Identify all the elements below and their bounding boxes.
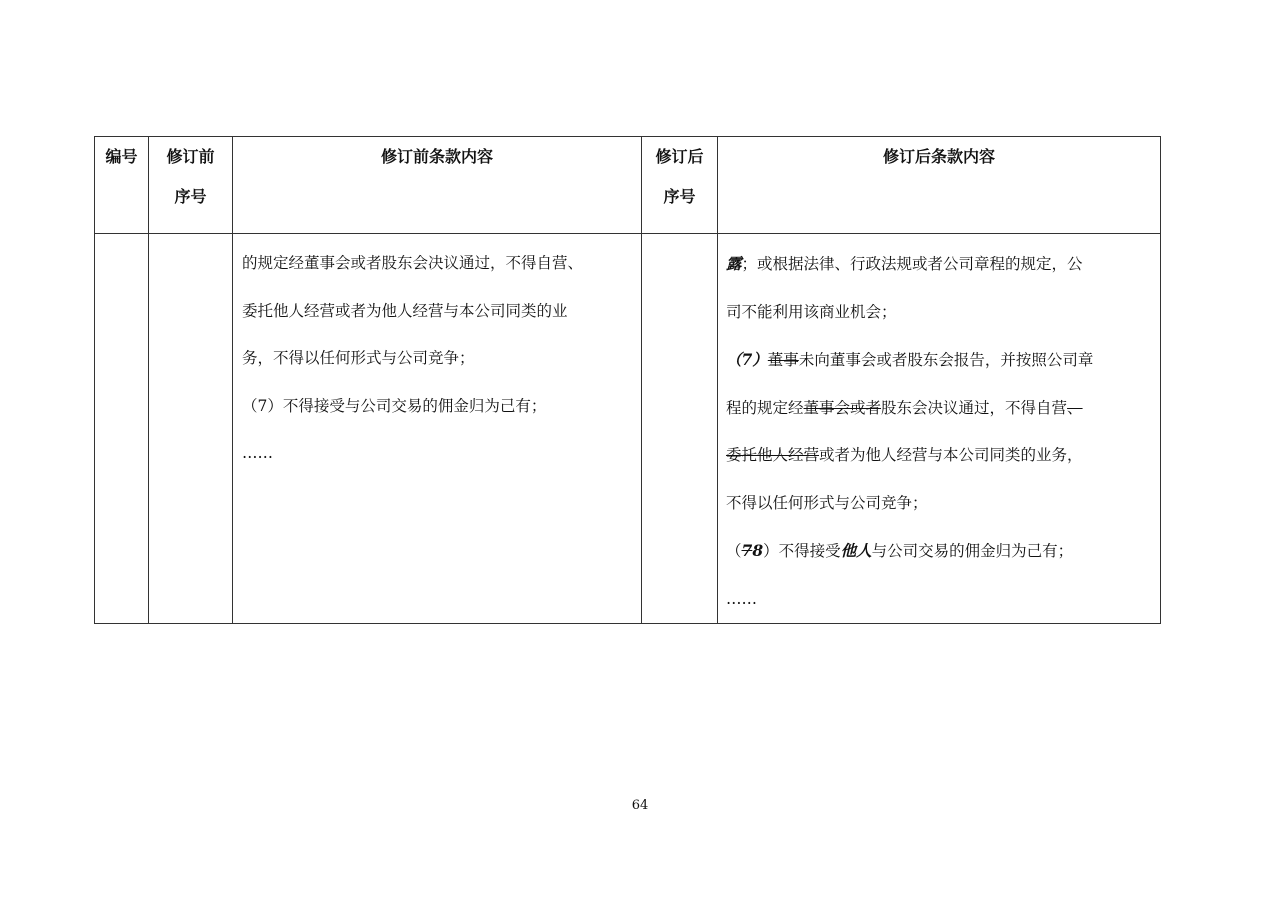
after-line: （78）不得接受他人与公司交易的佣金归为己有；: [726, 541, 1074, 560]
before-line: （7）不得接受与公司交易的佣金归为己有；: [242, 396, 547, 415]
after-line: 露；或根据法律、行政法规或者公司章程的规定，公: [726, 254, 1083, 273]
before-line: 务，不得以任何形式与公司竞争；: [242, 349, 475, 367]
table-row: [95, 234, 1161, 624]
cell-before-content: [233, 234, 642, 624]
inserted-text: （7）: [726, 350, 768, 369]
header-after-content: 修订后条款内容: [718, 137, 1161, 234]
before-line: ……: [242, 444, 273, 462]
inserted-text: 他人: [840, 541, 872, 560]
after-line: ……: [726, 589, 757, 608]
inserted-text: 8: [752, 541, 764, 560]
deleted-text: 董事会或者: [803, 398, 882, 417]
header-number: 编号: [95, 137, 149, 234]
cell-number: [95, 234, 149, 624]
after-line: 不得以任何形式与公司竞争；: [726, 493, 928, 512]
cell-after-seq: [642, 234, 718, 624]
revision-table: [94, 136, 1161, 624]
inserted-text: 露: [726, 254, 742, 273]
deleted-text: 、: [1067, 398, 1083, 417]
after-line: （7）董事未向董事会或者股东会报告，并按照公司章: [726, 350, 1094, 369]
header-before-seq: 修订前 序号: [149, 137, 233, 234]
cell-before-seq: [149, 234, 233, 624]
header-before-content: 修订前条款内容: [233, 137, 642, 234]
after-line: 委托他人经营或者为他人经营与本公司同类的业务，: [726, 446, 1083, 464]
before-line: 委托他人经营或者为他人经营与本公司同类的业: [242, 301, 568, 320]
before-line: 的规定经董事会或者股东会决议通过，不得自营、: [242, 254, 584, 272]
after-line: 程的规定经董事会或者股东会决议通过，不得自营、: [726, 398, 1083, 417]
header-row: [95, 137, 1161, 234]
after-line: 司不能利用该商业机会；: [726, 302, 897, 321]
header-after-seq: 修订后 序号: [642, 137, 718, 234]
page-number: 64: [631, 798, 649, 813]
deleted-text: 委托他人经营: [726, 446, 820, 464]
deleted-text: 7: [741, 541, 753, 560]
deleted-text: 董事: [767, 351, 799, 369]
cell-after-content: [718, 234, 1161, 624]
